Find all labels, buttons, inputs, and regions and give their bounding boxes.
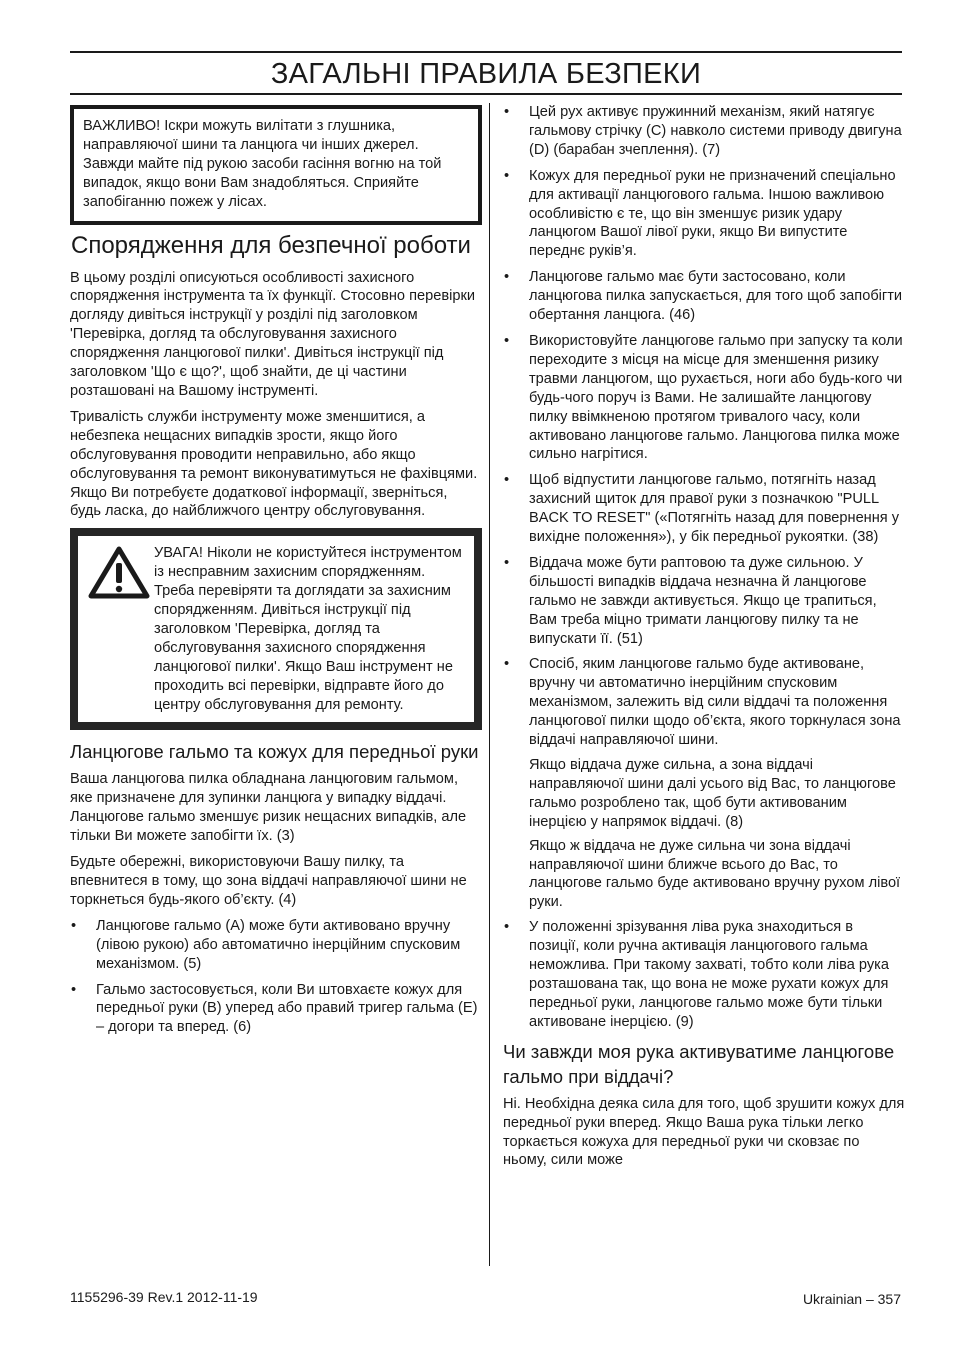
- warning-text: УВАГА! Ніколи не користуйтеся інструментом із несправним захисним спорядженням. Треба перевіряти та доглядати за захисним спорядженням. Дивіться інструкції під заголовком 'Перевірка, догляд та обслуговування захисного спорядження ланцюгової пилки'. Якщо Ваш інструмент не проходить всі перевірки, відправте його до центру обслуговування для ремонту.: [154, 545, 462, 713]
- right-column: [503, 103, 905, 1177]
- warning-box: [70, 528, 482, 730]
- list-item: • Гальмо застосовується, коли Ви штовхаєте кожух для передньої руки (B) уперед або правий тригер гальма (E) – догори та вперед. (6): [71, 981, 478, 1036]
- subheading-chain-brake: Ланцюгове гальмо та кожух для передньої руки: [70, 741, 479, 763]
- list-item: • У положенні зрізування ліва рука знаходиться в позиції, коли ручна активація ланцюгового гальма неможлива. При такому захваті, тобто коли ліва рука розташована так, що вона не може рухати кожух для передньої руки, ланцюгове гальмо може бути тільки активоване інерцією. (9): [504, 919, 889, 1030]
- warning-triangle-icon: [88, 544, 154, 714]
- list-item: • Кожух для передньої руки не призначений спеціально для активації ланцюгового гальма. Іншою важливою особливістю є те, що він зменшує ризик удару ланцюгом Вашої лівої руки, якщо Ви випустите переднє руків’я.: [504, 167, 896, 260]
- chain-brake-paragraph: Ваша ланцюгова пилка обладнана ланцюговим гальмом, яке призначене для зупинки ланцюга у випадку віддачі. Ланцюгове гальмо зменшує ризик нещасних випадків, але тільки Ви можете запобігти їх. (3): [70, 771, 467, 845]
- list-item: • Використовуйте ланцюгове гальмо при запуску та коли переходите з місця на місце для зменшення ризику травми ланцюгом, що рухається, ноги або будь-кого чи будь-чого поруч із Вами. Не залишайте ланцюгову пилку ввімкненою протягом тривалого часу, коли активовано ланцюгове гальмо. Ланцюгова пилка може сильно нагрітися.: [504, 332, 903, 463]
- page-number: Ukrainian – 357: [802, 1291, 901, 1307]
- important-notice-box: [70, 105, 482, 225]
- question-heading: Чи завжди моя рука активуватиме ланцюгове гальмо при віддачі?: [503, 1040, 895, 1087]
- indented-paragraph: Якщо ж віддача не дуже сильна чи зона віддачі направляючої шини ближче всього до Вас, то ланцюгове гальмо буде активовано вручну рухом лівої руки.: [529, 837, 901, 911]
- list-item: • Спосіб, яким ланцюгове гальмо буде активоване, вручну чи автоматично інерційним спусковим механізмом, залежить від сили віддачі та положення ланцюгової пилки щодо об’єкта, якого торкнулася зона віддачі направляючої шини.: [504, 656, 901, 749]
- right-bullet-list: [503, 103, 905, 750]
- answer-paragraph: Ні. Необхідна деяка сила для того, щоб зрушити кожух для передньої руки вперед. Якщо Ваша рука тільки легко торкається кожуха для передньої руки чи сковзає по ньому, сили може: [503, 1095, 905, 1169]
- list-item: • Щоб відпустити ланцюгове гальмо, потягніть назад захисний щиток для правої руки з позначкою "PULL BACK TO RESET" («Потягніть назад для повернення у вихідне положення»), у бік передньої рукоятки. (38): [504, 472, 900, 546]
- indented-paragraph: Якщо віддача дуже сильна, а зона віддачі направляючої шини далі усього від Вас, то ланцюгове гальмо розроблено так, щоб бути активованим інерцією у напрямок віддачі. (8): [529, 757, 896, 830]
- list-item: • Ланцюгове гальмо (A) може бути активовано вручну (лівою рукою) або автоматично інерційним спусковим механізмом. (5): [71, 917, 461, 972]
- left-column: [70, 105, 482, 1044]
- list-item: • Ланцюгове гальмо має бути застосовано, коли ланцюгова пилка запускається, для того щоб запобігти обертання ланцюга. (46): [504, 269, 903, 324]
- page-title: ЗАГАЛЬНІ ПРАВИЛА БЕЗПЕКИ: [270, 58, 702, 90]
- title-rule-top: [70, 51, 902, 53]
- section-heading: Спорядження для безпечної роботи: [71, 231, 471, 259]
- caution-paragraph: Будьте обережні, використовуючи Вашу пилку, та впевнитеся в тому, що зона віддачі направляючої шини не торкнеться будь-якого об’єкту. (4): [70, 854, 467, 908]
- column-divider: [489, 103, 490, 1266]
- left-bullet-list: [70, 917, 482, 1037]
- right-bullet-list-2: [503, 918, 905, 1031]
- important-notice-text: ВАЖЛИВО! Іскри можуть вилітати з глушника, направляючої шини та ланцюга чи інших джерел. Завжди майте під рукою засоби гасіння вогню на той випадок, якщо вони Вам знадобляться. Сприяйте запобіганню пожеж у лісах.: [83, 118, 442, 210]
- list-item: • Віддача може бути раптовою та дуже сильною. У більшості випадків віддача незначна й ланцюгове гальмо не завжди активується. Якщо це трапиться, Вам треба міцно тримати ланцюгову пилку та не випускати її. (51): [504, 554, 877, 647]
- service-paragraph: Тривалість служби інструменту може зменшитися, а небезпека нещасних випадків зрости, якщо його обслуговування проводити неправильно, або якщо обслуговування та ремонт виконуватимуться не фахівцями. Якщо Ви потребуєте додаткової інформації, зверніться, будь ласка, до найближчого центру обслуговування.: [70, 408, 478, 520]
- intro-paragraph: В цьому розділі описуються особливості захисного спорядження інструмента та їх функції. Стосовно перевірки догляду дивіться інструкції у розділі під заголовком 'Перевірка, догляд та обслуговування захисного спорядження ланцюгової пилки'. Дивіться інструкції під заголовком 'Що є що?', щоб знайти, де ці частини розташовані на Вашому інструменті.: [70, 269, 475, 399]
- title-rule-bottom: [70, 93, 902, 95]
- document-id: 1155296-39 Rev.1 2012-11-19: [70, 1289, 258, 1305]
- list-item: • Цей рух активує пружинний механізм, який натягує гальмову стрічку (C) навколо системи приводу двигуна (D) (барабан зчеплення). (7): [504, 104, 902, 158]
